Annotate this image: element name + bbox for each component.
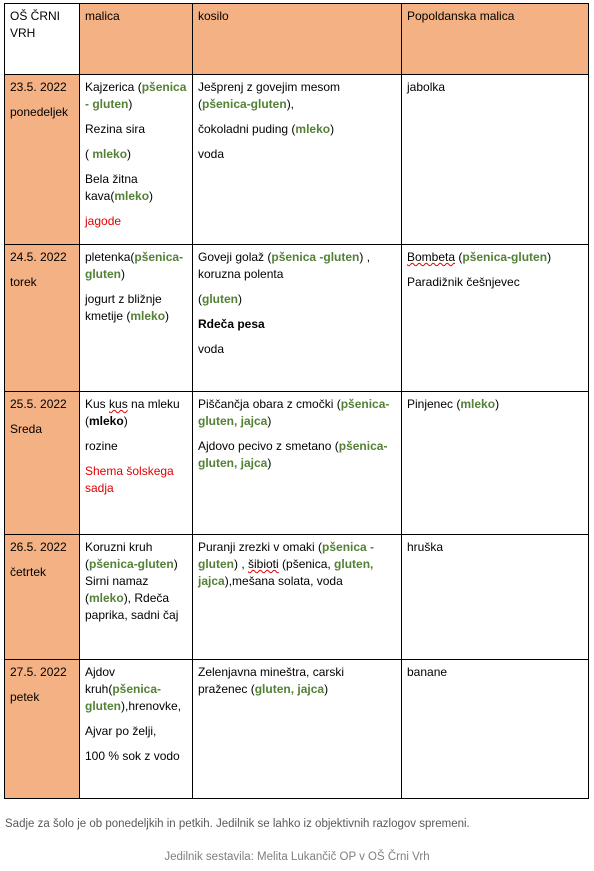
allergen: gluten, jajca <box>198 557 374 588</box>
allergen: pšenica-gluten <box>462 250 548 264</box>
header-popoldanska-malica: Popoldanska malica <box>402 4 589 75</box>
menu-item: Rezina sira <box>85 122 146 136</box>
allergen: pšenica-gluten <box>202 97 287 111</box>
popoldan-cell <box>402 535 589 660</box>
header-malica: malica <box>80 4 193 75</box>
day-date: 23.5. 2022 <box>10 80 67 94</box>
day-cell <box>5 535 80 660</box>
allergen: mleko <box>89 591 124 605</box>
day-cell <box>5 245 80 392</box>
day-cell <box>5 392 80 535</box>
day-row <box>5 392 589 535</box>
allergen: mleko <box>89 414 124 428</box>
school-name-cell: OŠ ČRNI VRH <box>5 4 80 75</box>
allergen: mleko <box>460 397 496 411</box>
header-row <box>5 4 589 75</box>
day-row <box>5 75 589 245</box>
fruit-scheme-item: Shema šolskega sadja <box>85 464 174 495</box>
allergen: pšenica-gluten <box>85 250 184 281</box>
popoldan-cell: Pinjenec (mleko) <box>402 392 589 535</box>
allergen: mleko <box>92 147 128 161</box>
menu-item: Paradižnik češnjevec <box>407 275 520 289</box>
kosilo-cell: Zelenjavna mineštra, carski praženec (gluten, jajca) <box>193 660 402 799</box>
allergen: gluten <box>202 292 238 306</box>
kosilo-cell: Goveji golaž (pšenica -gluten) , koruzna polenta (gluten) Rdeča pesa voda <box>193 245 402 392</box>
allergen: pšenica-gluten, jajca <box>198 397 390 428</box>
menu-item: banane <box>407 665 448 679</box>
malica-cell: Koruzni kruh (pšenica-gluten) Sirni namaz (mleko), Rdeča paprika, sadni čaj <box>80 535 193 660</box>
header-kosilo: kosilo <box>193 4 402 75</box>
day-row <box>5 660 589 799</box>
day-date: 27.5. 2022 <box>10 665 67 679</box>
allergen: pšenica - gluten <box>85 80 187 111</box>
allergen: pšenica-gluten <box>85 682 162 713</box>
day-cell <box>5 75 80 245</box>
malica-cell: Kus kus na mleku (mleko) rozine Shema šolskega sadja <box>80 392 193 535</box>
menu-item: rozine <box>85 439 118 453</box>
popoldan-cell <box>402 660 589 799</box>
malica-cell: Ajdov kruh(pšenica-gluten),hrenovke, Ajvar po želji, 100 % sok z vodo <box>80 660 193 799</box>
kosilo-cell: Ješprenj z govejim mesom (pšenica-gluten), čokoladni puding (mleko) voda <box>193 75 402 245</box>
allergen: pšenica -gluten <box>271 250 360 264</box>
day-row <box>5 245 589 392</box>
menu-item: 100 % sok z vodo <box>85 749 180 763</box>
malica-cell: pletenka(pšenica-gluten) jogurt z bližnje kmetije (mleko) <box>80 245 193 392</box>
day-name: ponedeljek <box>10 105 69 119</box>
menu-item: voda <box>198 342 225 356</box>
popoldan-cell: Bombeta (pšenica-gluten) Paradižnik češnjevec <box>402 245 589 392</box>
malica-cell: Kajzerica (pšenica - gluten) Rezina sira ( mleko) Bela žitna kava(mleko) jagode <box>80 75 193 245</box>
fruit-item: jagode <box>85 214 122 228</box>
allergen: pšenica-gluten <box>89 557 174 571</box>
footer-author: Jedilnik sestavila: Melita Lukančič OP v OŠ Črni Vrh <box>164 851 430 863</box>
allergen: mleko <box>114 189 150 203</box>
day-name: četrtek <box>10 565 47 579</box>
day-row <box>5 535 589 660</box>
menu-item: Ajvar po želji, <box>85 724 157 738</box>
popoldan-cell <box>402 75 589 245</box>
menu-item: Rdeča pesa <box>198 317 265 331</box>
allergen: pšenica-gluten, jajca <box>198 439 388 470</box>
allergen: mleko <box>130 309 166 323</box>
menu-item: jabolka <box>407 80 446 94</box>
menu-table <box>4 3 589 799</box>
day-date: 24.5. 2022 <box>10 250 67 264</box>
day-name: Sreda <box>10 422 43 436</box>
day-cell <box>5 660 80 799</box>
kosilo-cell: Puranji zrezki v omaki (pšenica - gluten) , šibioti (pšenica, gluten, jajca),mešana solata, voda <box>193 535 402 660</box>
day-date: 26.5. 2022 <box>10 540 67 554</box>
menu-item: hruška <box>407 540 444 554</box>
day-name: torek <box>10 275 37 289</box>
allergen: mleko <box>295 122 331 136</box>
day-name: petek <box>10 690 40 704</box>
kosilo-cell: Piščančja obara z cmočki (pšenica-gluten, jajca) Ajdovo pecivo z smetano (pšenica-gluten, jajca) <box>193 392 402 535</box>
allergen: gluten, jajca <box>254 682 325 696</box>
footer-note: Sadje za šolo je ob ponedeljkih in petkih. Jedilnik se lahko iz objektivnih razlogov spremeni. <box>5 818 470 830</box>
allergen: pšenica - gluten <box>198 540 375 571</box>
day-date: 25.5. 2022 <box>10 397 67 411</box>
menu-item: voda <box>198 147 225 161</box>
